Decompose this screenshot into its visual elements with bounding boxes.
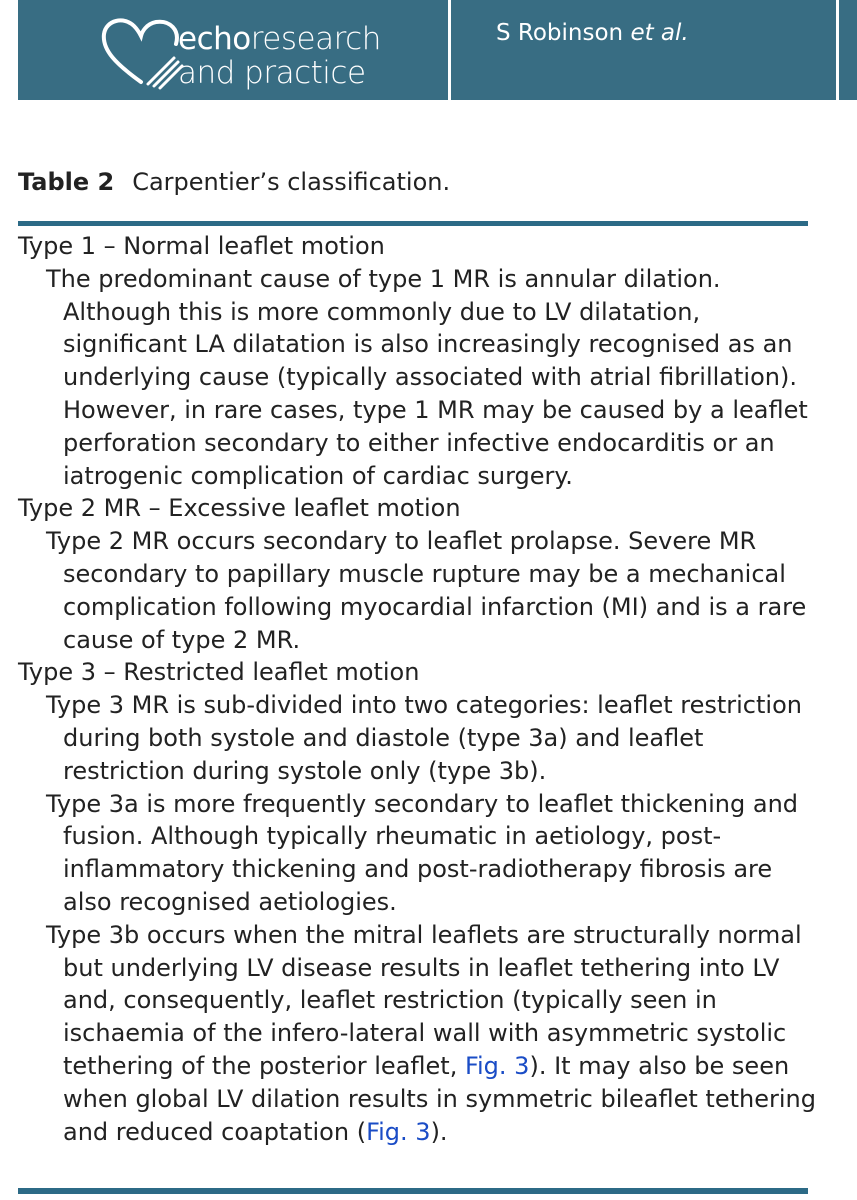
type3b-text-1: Type 3b occurs when the mitral leaflets are structurally normal but underlying LV disease results in leaflet tethering into LV and, consequently, leaflet restriction (typically seen in ischaemia of the infero-lateral wall with asymmetric systolic tethering of the posterior leaflet,	[46, 920, 802, 1080]
type3b-text-2: ). It may also be seen when global LV dilation results in symmetric bileaflet tethering and reduced coaptation (	[63, 1051, 816, 1146]
table-number: Table 2	[18, 168, 115, 196]
type2-heading: Type 2 MR – Excessive leaflet motion	[18, 494, 461, 523]
table-title: Carpentier’s classification.	[132, 168, 451, 196]
journal-brand	[178, 22, 381, 90]
type3b-text-3: ).	[430, 1117, 448, 1146]
table-body	[18, 230, 818, 1148]
type2-paragraph: Type 2 MR occurs secondary to leaflet prolapse. Severe MR secondary to papillary muscle rupture may be a mechanical complication following myocardial infarction (MI) and is a rare cause of type 2 MR.	[46, 527, 807, 654]
type1-paragraph: The predominant cause of type 1 MR is annular dilation. Although this is more commonly due to LV dilatation, significant LA dilatation is also increasingly recognised as an underlying cause (typically associated with atrial fibrillation). However, in rare cases, type 1 MR may be caused by a leaflet perforation secondary to either infective endocarditis or an iatrogenic complication of cardiac surgery.	[46, 264, 808, 490]
journal-header	[18, 0, 857, 100]
brand-research: research	[250, 21, 381, 57]
type3a-paragraph: Type 3a is more frequently secondary to leaflet thickening and fusion. Although typically rheumatic in aetiology, post-inflammatory thickening and post-radiotherapy fibrosis are also recognised aetiologies.	[46, 789, 799, 916]
author-name: S Robinson	[496, 20, 624, 46]
table-caption	[18, 168, 450, 196]
brand-and-practice: and practice	[178, 55, 366, 91]
fig3-link-1[interactable]: Fig. 3	[464, 1051, 530, 1080]
header-divider-right	[836, 0, 839, 100]
heart-logo-icon	[96, 12, 186, 92]
brand-echo: echo	[178, 21, 251, 57]
type3-heading: Type 3 – Restricted leaflet motion	[18, 658, 420, 687]
type1-heading: Type 1 – Normal leaflet motion	[18, 232, 385, 260]
author-etal: et al.	[630, 20, 689, 46]
type3-paragraph-1: Type 3 MR is sub-divided into two categories: leaflet restriction during both systole and diastole (type 3a) and leaflet restriction during systole only (type 3b).	[46, 691, 802, 785]
fig3-link-2[interactable]: Fig. 3	[366, 1117, 431, 1146]
table-top-rule	[18, 221, 808, 226]
type3b-paragraph	[18, 919, 818, 1149]
header-divider	[448, 0, 451, 100]
running-head-authors	[496, 20, 689, 46]
table-bottom-rule	[18, 1188, 808, 1194]
